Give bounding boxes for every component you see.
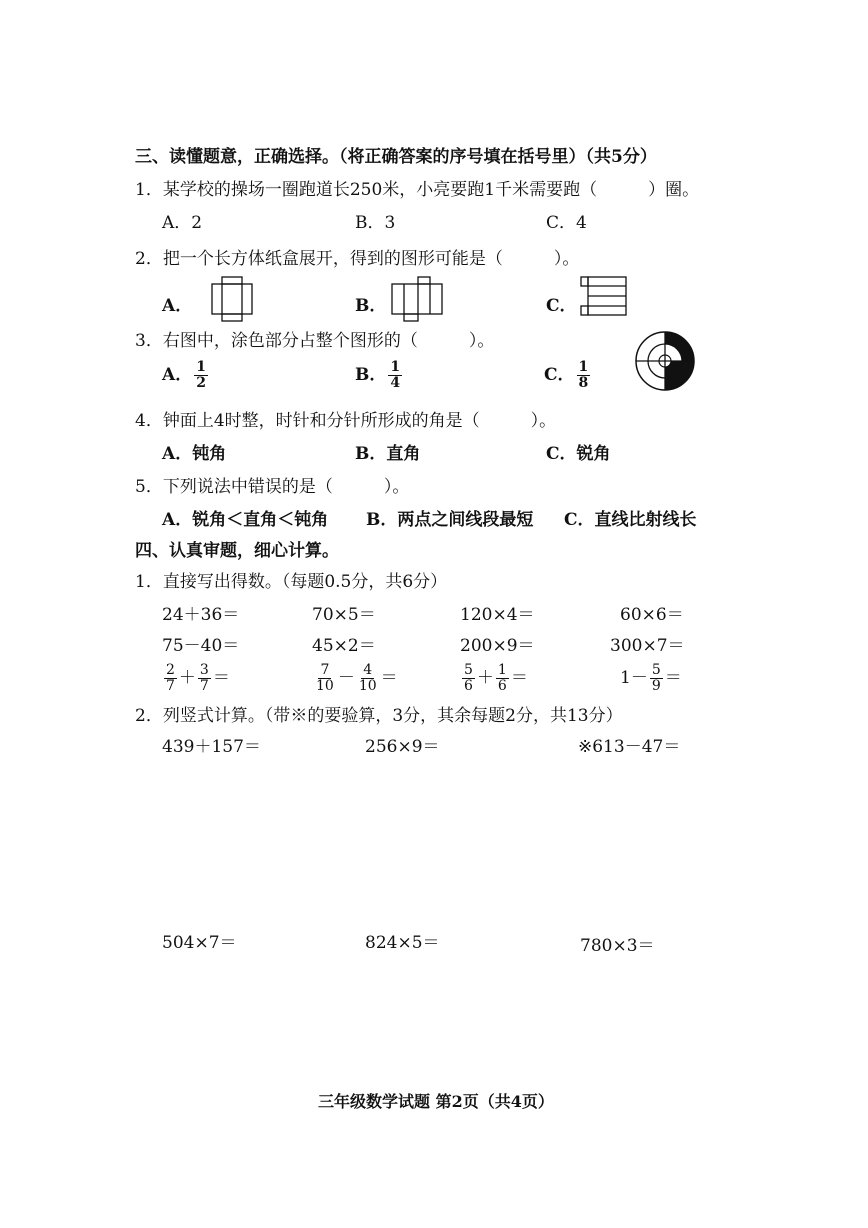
section4-title: 四、认真审题，细心计算。 (135, 541, 339, 561)
q3-option-b: B． $\frac{1}{4}$ (355, 359, 401, 391)
q2-option-a: A． (162, 296, 193, 316)
vertical-calc-3: ※613－47＝ (578, 737, 681, 757)
q1-option-b: B．3 (355, 213, 396, 233)
p1-title: 1．直接写出得数。（每题0.5分，共6分） (135, 572, 448, 592)
calc-2-2: 45×2＝ (312, 636, 376, 656)
calc-1-1: 24＋36＝ (162, 605, 240, 625)
shaded-circle-figure (634, 330, 696, 392)
q3-option-a: A． $\frac{1}{2}$ (162, 359, 206, 391)
net-figure-c (578, 276, 630, 318)
q1-stem: 1．某学校的操场一圈跑道长250米，小亮要跑1千米需要跑（ ）圈。 (135, 180, 700, 200)
q5-option-a: A．锐角＜直角＜钝角 (162, 510, 329, 530)
q2-stem: 2．把一个长方体纸盒展开，得到的图形可能是（ ）。 (135, 249, 580, 269)
page-footer: 三年级数学试题 第2页（共4页） (318, 1092, 554, 1111)
calc-2-4: 300×7＝ (610, 636, 685, 656)
q1-option-c: C．4 (546, 213, 587, 233)
calc-3-2: $\frac{7}{10}$ － $\frac{4}{10}$ ＝ (316, 662, 398, 694)
net-figure-b (390, 276, 448, 324)
q2-option-c: C． (546, 296, 577, 316)
vertical-calc-6: 780×3＝ (580, 936, 655, 956)
net-figure-a (203, 276, 261, 324)
vertical-calc-5: 824×5＝ (365, 933, 440, 953)
calc-1-3: 120×4＝ (460, 605, 535, 625)
q2-option-b: B． (355, 296, 387, 316)
vertical-calc-4: 504×7＝ (162, 933, 237, 953)
calc-1-2: 70×5＝ (312, 605, 376, 625)
q3-stem: 3．右图中，涂色部分占整个图形的（ ）。 (135, 331, 495, 351)
calc-3-4: 1－ $\frac{5}{9}$ ＝ (620, 662, 682, 694)
q4-option-a: A．钝角 (162, 444, 227, 464)
q3-option-c: C． $\frac{1}{8}$ (544, 359, 589, 391)
q4-option-c: C．锐角 (546, 444, 611, 464)
q1-option-a: A．2 (162, 213, 203, 233)
q4-option-b: B．直角 (355, 444, 421, 464)
vertical-calc-2: 256×9＝ (365, 737, 440, 757)
q5-stem: 5．下列说法中错误的是（ ）。 (135, 477, 410, 497)
calc-2-1: 75－40＝ (162, 636, 240, 656)
q5-option-b: B．两点之间线段最短 (366, 510, 534, 530)
q5-option-c: C．直线比射线长 (564, 510, 697, 530)
section3-title: 三、读懂题意，正确选择。（将正确答案的序号填在括号里）（共5分） (135, 147, 657, 167)
vertical-calc-1: 439＋157＝ (162, 737, 261, 757)
calc-1-4: 60×6＝ (620, 605, 684, 625)
calc-3-3: $\frac{5}{6}$ ＋ $\frac{1}{6}$ ＝ (464, 662, 528, 694)
p2-title: 2．列竖式计算。（带※的要验算，3分，其余每题2分，共13分） (135, 706, 623, 726)
q4-stem: 4．钟面上4时整，时针和分针所形成的角是（ ）。 (135, 411, 557, 431)
calc-2-3: 200×9＝ (460, 636, 535, 656)
calc-3-1: $\frac{2}{7}$ ＋ $\frac{3}{7}$ ＝ (166, 662, 230, 694)
